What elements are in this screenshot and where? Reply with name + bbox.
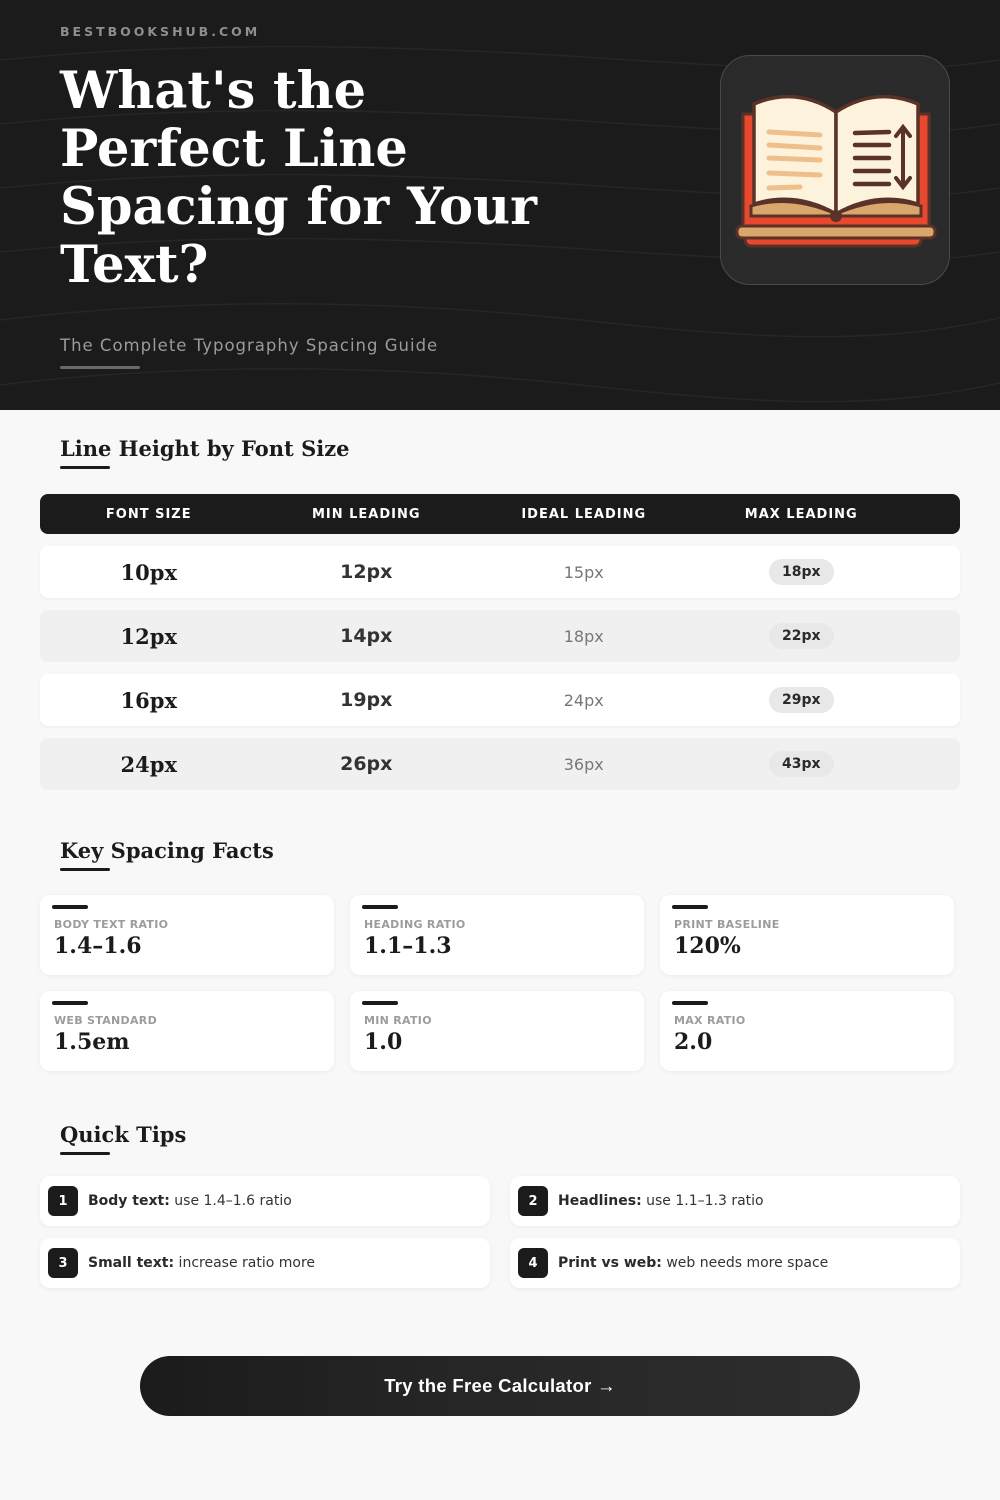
fact-label: WEB STANDARD [54,1014,157,1027]
cell-max-leading [693,751,911,777]
fact-value: 2.0 [674,1029,713,1055]
table-row [40,738,960,790]
cell-max-leading [693,687,911,713]
column-header-max-leading: MAX LEADING [744,506,858,522]
max-leading-pill: 29px [769,687,834,713]
max-leading-pill: 43px [769,751,834,777]
line-height-table [40,494,960,790]
fact-card [350,895,644,975]
tip-topic: Print vs web: [558,1255,662,1271]
fact-label: PRINT BASELINE [674,918,780,931]
section-title-line-height [60,436,350,461]
title-line: Perfect Line [60,119,408,179]
tip-number-badge: 3 [48,1248,78,1278]
fact-card [40,991,334,1071]
table-row [40,610,960,662]
cell-max-leading [693,623,911,649]
fact-card [350,991,644,1071]
try-calculator-button[interactable]: Try the Free Calculator → [140,1356,860,1416]
page-subtitle: The Complete Typography Spacing Guide [60,336,439,355]
tip-topic: Body text: [88,1193,170,1209]
cell-max-leading [693,559,911,585]
cell-min-leading: 14px [340,625,393,647]
title-line: Text? [60,235,209,295]
cell-font-size: 10px [120,559,177,585]
tip-text [558,1193,764,1209]
title-line: What's the [60,61,367,121]
tip-item [510,1176,960,1226]
card-accent-bar [52,1001,88,1005]
cell-ideal-leading: 18px [563,626,604,646]
max-leading-pill: 18px [769,559,834,585]
fact-label: BODY TEXT RATIO [54,918,169,931]
card-accent-bar [362,905,398,909]
cell-font-size: 24px [120,751,177,777]
column-header-ideal-leading: IDEAL LEADING [521,506,647,522]
tip-text [558,1255,828,1271]
hero-header [0,0,1000,410]
quick-tips-grid [40,1176,960,1288]
tip-number-badge: 4 [518,1248,548,1278]
fact-card [40,895,334,975]
cell-min-leading: 19px [340,689,393,711]
tip-detail: increase ratio more [174,1255,316,1271]
section-title-quick-tips [60,1122,186,1147]
page-title [60,62,660,294]
section-title-underline [60,466,110,469]
card-accent-bar [672,1001,708,1005]
max-leading-pill: 22px [769,623,834,649]
open-book-line-spacing-icon [721,56,951,286]
tip-number-badge: 1 [48,1186,78,1216]
tip-text [88,1255,315,1271]
table-row [40,674,960,726]
tip-item [40,1238,490,1288]
tip-detail: use 1.1–1.3 ratio [641,1193,764,1209]
card-accent-bar [362,1001,398,1005]
cell-font-size: 12px [120,623,177,649]
card-accent-bar [672,905,708,909]
tip-item [40,1176,490,1226]
tip-item [510,1238,960,1288]
fact-value: 1.1–1.3 [364,933,452,959]
tip-detail: use 1.4–1.6 ratio [169,1193,292,1209]
cell-ideal-leading: 15px [563,562,604,582]
fact-label: MIN RATIO [364,1014,432,1027]
card-accent-bar [52,905,88,909]
section-title-text: Key Spacing Facts [60,838,274,863]
title-line: Spacing for Your [60,177,537,237]
column-header-font-size: FONT SIZE [105,506,192,522]
section-title-underline [60,868,110,871]
fact-label: MAX RATIO [674,1014,746,1027]
table-row [40,546,960,598]
fact-value: 1.4–1.6 [54,933,142,959]
subtitle-underline [60,366,140,369]
book-icon-tile [720,55,950,285]
fact-value: 120% [674,933,741,959]
cell-ideal-leading: 36px [563,754,604,774]
cell-min-leading: 26px [340,753,393,775]
cell-ideal-leading: 24px [563,690,604,710]
section-title-underline [60,1152,110,1155]
tip-text [88,1193,292,1209]
section-title-text: Line Height by Font Size [60,436,350,461]
table-header [40,494,960,534]
tip-topic: Headlines: [558,1193,642,1209]
fact-card [660,991,954,1071]
tip-detail: web needs more space [661,1255,829,1271]
tip-topic: Small text: [88,1255,175,1271]
column-header-min-leading: MIN LEADING [311,506,421,522]
fact-value: 1.5em [54,1029,130,1055]
fact-card [660,895,954,975]
section-title-text: Quick Tips [60,1122,187,1147]
fact-value: 1.0 [364,1029,403,1055]
cell-font-size: 16px [120,687,177,713]
brand-name: BESTBOOKSHUB.COM [60,24,261,39]
cell-min-leading: 12px [340,561,393,583]
fact-label: HEADING RATIO [364,918,466,931]
section-title-key-facts [60,838,274,863]
tip-number-badge: 2 [518,1186,548,1216]
key-facts-grid [40,895,954,1071]
